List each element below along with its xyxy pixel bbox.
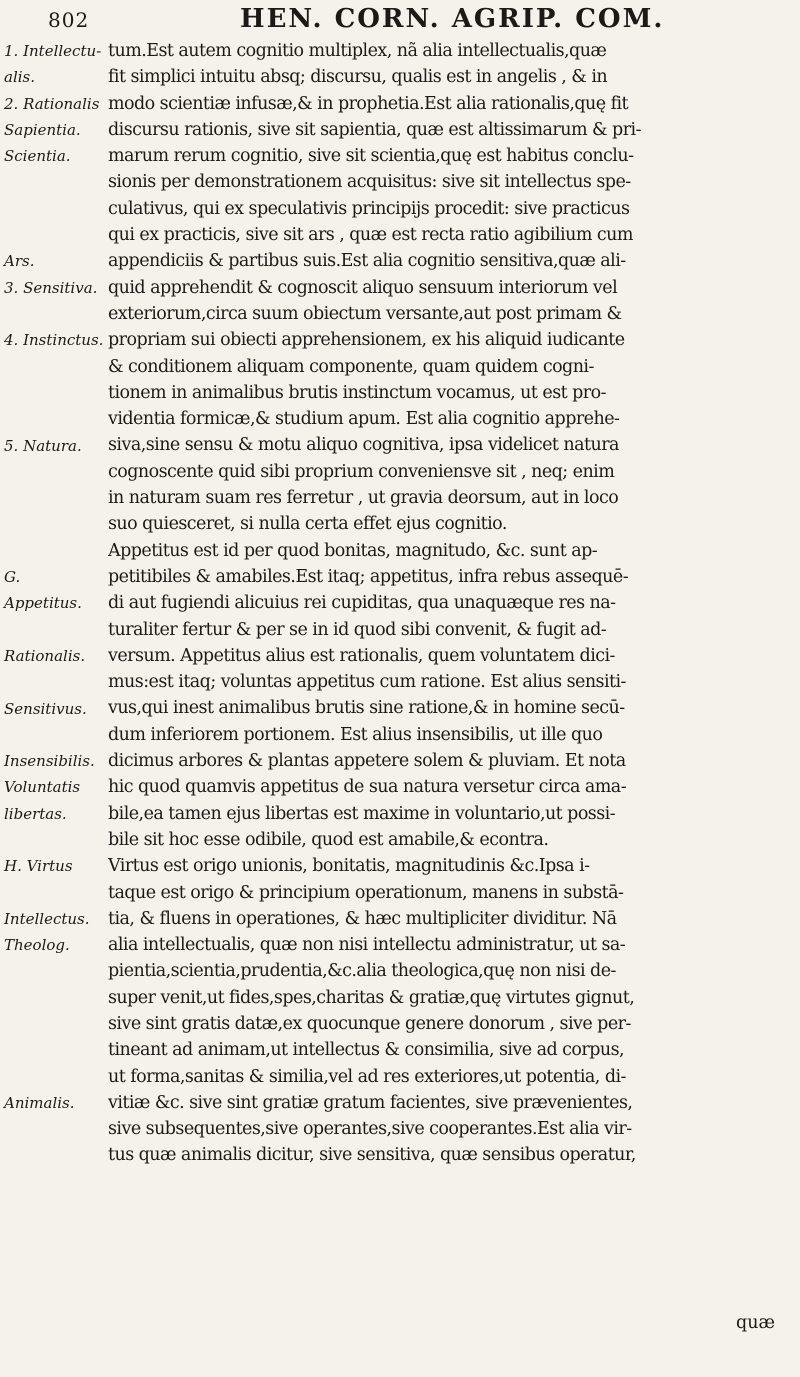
- text-line: discursu rationis, sive sit sapientia, quæ est altissimarum & pri-: [108, 119, 641, 140]
- text-line: tus quæ animalis dicitur, sive sensitiva, quæ sensibus operatur,: [108, 1145, 636, 1166]
- margin-note: Intellectus.: [4, 909, 90, 928]
- margin-note: 1. Intellectu-: [4, 42, 102, 60]
- text-line: ut forma,sanitas & similia,vel ad res exteriores,ut potentia, di-: [108, 1066, 626, 1087]
- text-line: in naturam suam res ferretur , ut gravia deorsum, aut in loco: [108, 488, 619, 509]
- margin-note: Theolog.: [4, 936, 70, 955]
- text-line: exteriorum,circa suum obiectum versante,aut post primam &: [108, 303, 622, 324]
- text-line: & conditionem aliquam componente, quam quidem cogni-: [108, 356, 594, 377]
- text-line: sive sint gratis datæ,ex quocunque genere donorum , sive per-: [108, 1013, 631, 1034]
- margin-note: 4. Instinctus.: [4, 331, 104, 350]
- text-line: versum. Appetitus alius est rationalis, quem voluntatem dici-: [108, 645, 615, 666]
- text-line: tineant ad animam,ut intellectus & consimilia, sive ad corpus,: [108, 1040, 625, 1061]
- margin-note: Ars.: [4, 252, 35, 271]
- text-line: qui ex practicis, sive sit ars , quæ est recta ratio agibilium cum: [108, 225, 633, 246]
- text-line: hic quod quamvis appetitus de sua natura versetur circa ama-: [108, 777, 627, 798]
- text-line: tia, & fluens in operationes, & hæc multipliciter dividitur. Nā: [108, 908, 617, 929]
- text-line: marum rerum cognitio, sive sit scientia,quę est habitus conclu-: [108, 146, 634, 167]
- text-line: dicimus arbores & plantas appetere solem & pluviam. Et nota: [108, 751, 626, 772]
- margin-note: alis.: [4, 68, 36, 87]
- text-line: super venit,ut fides,spes,charitas & gratiæ,quę virtutes gignut,: [108, 987, 635, 1008]
- text-line: Appetitus est id per quod bonitas, magnitudo, &c. sunt ap-: [108, 540, 598, 561]
- text-line: cognoscente quid sibi proprium conveniensve sit , neq; enim: [108, 461, 615, 482]
- text-line: modo scientiæ infusæ,& in prophetia.Est alia rationalis,quę fit: [108, 93, 629, 114]
- text-line: dum inferiorem portionem. Est alius insensibilis, ut ille quo: [108, 724, 603, 745]
- text-line: suo quiesceret, si nulla certa effet ejus cognitio.: [108, 514, 507, 535]
- text-line: quid apprehendit & cognoscit aliquo sensuum interiorum vel: [108, 277, 618, 298]
- margin-note: Animalis.: [4, 1094, 75, 1112]
- text-line: sionis per demonstrationem acquisitus: sive sit intellectus spe-: [108, 172, 631, 193]
- text-line: propriam sui obiecti apprehensionem, ex his aliquid iudicante: [108, 330, 625, 351]
- text-line: turaliter fertur & per se in id quod sibi convenit, & fugit ad-: [108, 619, 607, 640]
- margin-note: 2. Rationalis: [4, 94, 100, 113]
- text-line: pientia,scientia,prudentia,&c.alia theologica,quę non nisi de-: [108, 961, 616, 982]
- margin-note: H. Virtus: [4, 857, 73, 876]
- text-line: petitibiles & amabiles.Est itaq; appetitus, infra rebus assequē-: [108, 566, 629, 587]
- text-line: siva,sine sensu & motu aliquo cognitiva, ipsa videlicet natura: [108, 435, 619, 456]
- text-line: bile sit hoc esse odibile, quod est amabile,& econtra.: [108, 829, 549, 850]
- margin-note: Appetitus.: [4, 594, 82, 613]
- margin-note: 5. Natura.: [4, 436, 82, 455]
- text-line: alia intellectualis, quæ non nisi intellectu administratur, ut sa-: [108, 935, 626, 956]
- margin-note: 3. Sensitiva.: [4, 278, 98, 297]
- page-number: 802: [48, 8, 90, 32]
- text-line: vitiæ &c. sive sint gratiæ gratum facientes, sive prævenientes,: [108, 1092, 633, 1113]
- margin-note: Scientia.: [4, 147, 71, 166]
- text-line: videntia formicæ,& studium apum. Est alia cognitio apprehe-: [108, 409, 620, 430]
- running-title: HEN. CORN. AGRIP. COM.: [240, 4, 665, 34]
- margin-notes: [0, 0, 104, 1377]
- margin-note: Insensibilis.: [4, 752, 95, 771]
- margin-note: libertas.: [4, 804, 67, 823]
- text-line: bile,ea tamen ejus libertas est maxime in voluntario,ut possi-: [108, 803, 616, 824]
- margin-note: G.: [4, 568, 21, 586]
- margin-note: Voluntatis: [4, 778, 81, 797]
- text-line: sive subsequentes,sive operantes,sive cooperantes.Est alia vir-: [108, 1119, 632, 1140]
- margin-note: Sensitivus.: [4, 699, 87, 718]
- running-head: [0, 4, 800, 38]
- text-line: mus:est itaq; voluntas appetitus cum ratione. Est alius sensiti-: [108, 672, 626, 693]
- text-line: culativus, qui ex speculativis principijs procedit: sive practicus: [108, 198, 630, 219]
- text-line: fit simplici intuitu absq; discursu, qualis est in angelis , & in: [108, 67, 608, 88]
- text-line: tum.Est autem cognitio multiplex, nã alia intellectualis,quæ: [108, 41, 607, 61]
- text-line: tionem in animalibus brutis instinctum vocamus, ut est pro-: [108, 382, 606, 403]
- margin-note: Sapientia.: [4, 120, 81, 139]
- catchword: quæ: [736, 1313, 775, 1333]
- margin-note: Rationalis.: [4, 646, 86, 665]
- text-line: appendiciis & partibus suis.Est alia cognitio sensitiva,quæ ali-: [108, 251, 626, 272]
- body-text: [108, 38, 792, 1169]
- text-line: vus,qui inest animalibus brutis sine ratione,& in homine secū-: [108, 698, 625, 719]
- text-line: di aut fugiendi alicuius rei cupiditas, qua unaquæque res na-: [108, 593, 616, 614]
- text-line: taque est origo & principium operationum, manens in substā-: [108, 882, 624, 903]
- text-line: Virtus est origo unionis, bonitatis, magnitudinis &c.Ipsa i-: [108, 856, 590, 877]
